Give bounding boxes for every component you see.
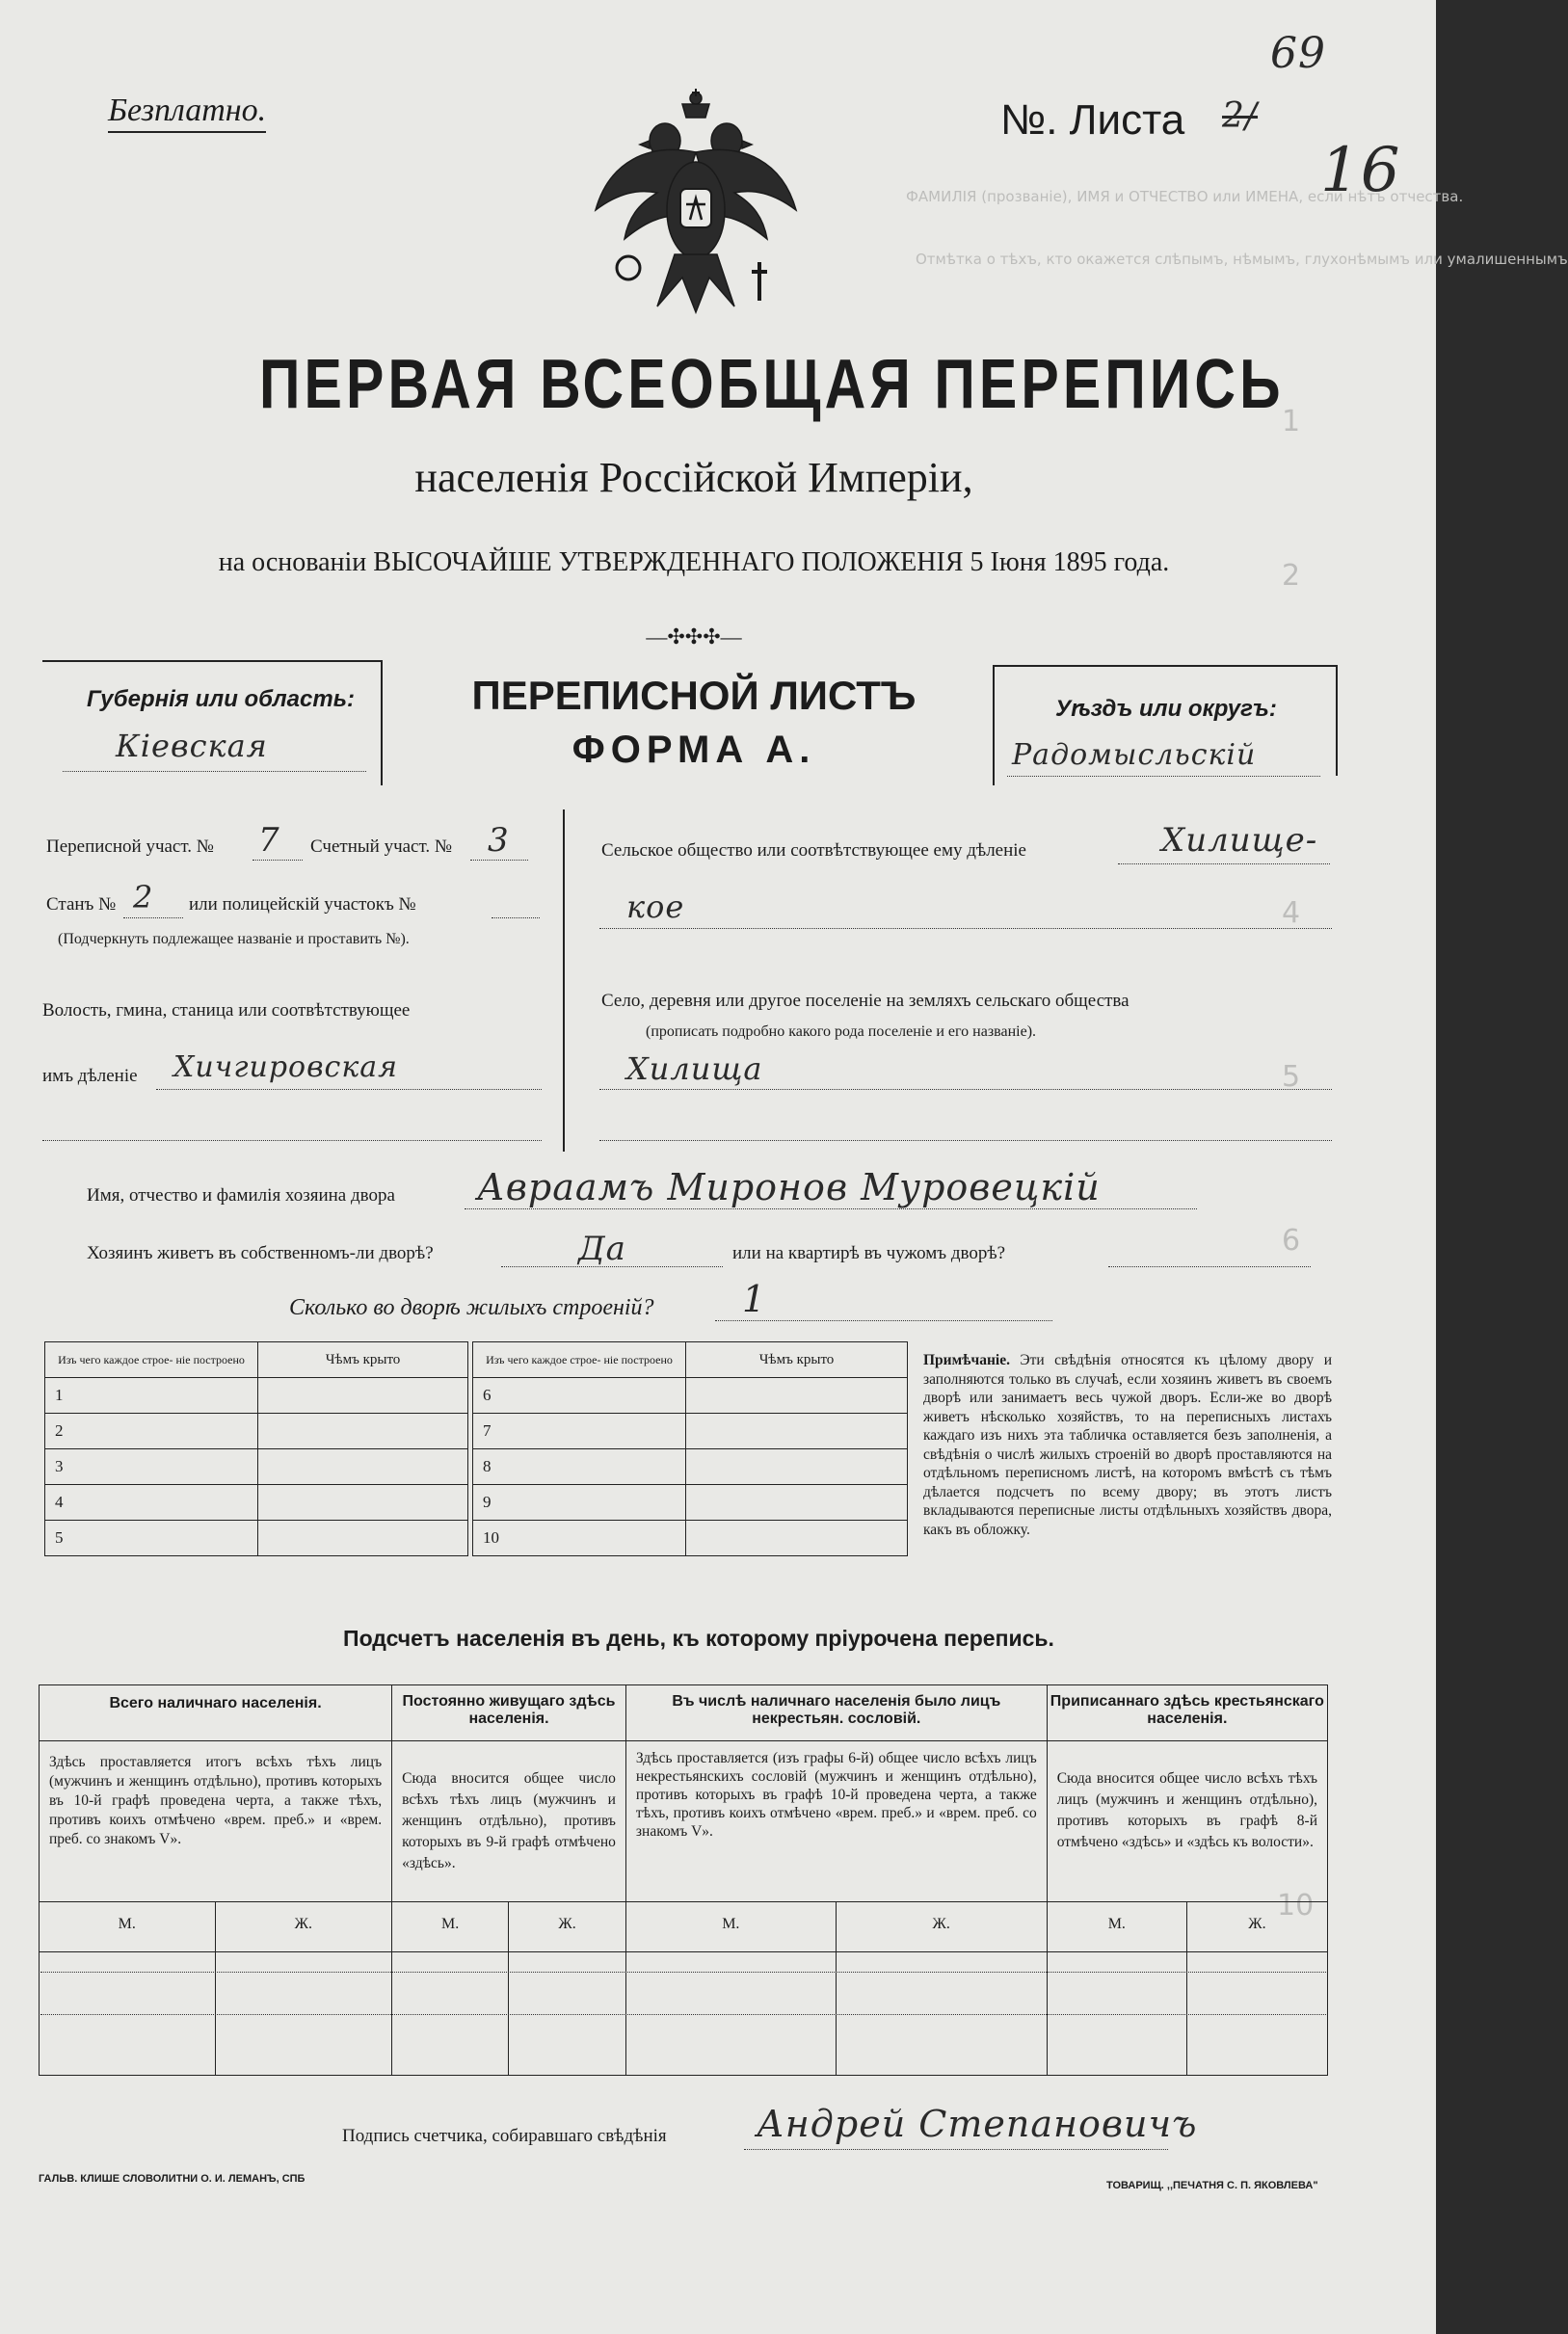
buildings-value: 1 <box>742 1278 767 1320</box>
buildings-table-left <box>44 1341 468 1556</box>
row-number: 1 <box>45 1378 258 1414</box>
pop-zh-header: Ж. <box>215 1902 392 1952</box>
bleed-through-rownum: 4 <box>1282 896 1301 930</box>
form-title: ПЕРЕПИСНОЙ ЛИСТЪ <box>471 673 917 718</box>
schetny-label: Счетный участ. № <box>310 836 452 857</box>
free-label: Безплатно. <box>108 93 266 133</box>
pop-m-header: М. <box>392 1902 509 1952</box>
buildings-table-right <box>472 1341 908 1556</box>
row-number: 10 <box>473 1521 686 1556</box>
column-header-material: Изъ чего каждое строе- ніе построено <box>45 1342 258 1378</box>
signature-label: Подпись счетчика, собиравшаго свѣдѣнія <box>342 2126 667 2146</box>
pop-zh-header: Ж. <box>509 1902 626 1952</box>
imperial-eagle-emblem <box>590 85 802 316</box>
row-number: 6 <box>473 1378 686 1414</box>
note-label: Примѣчаніе. <box>923 1352 1010 1368</box>
pop-zh-header: Ж. <box>836 1902 1047 1952</box>
population-heading: Подсчетъ населенія въ день, къ которому пріурочена перепись. <box>343 1626 1054 1651</box>
column-header-material: Изъ чего каждое строе- ніе построено <box>473 1342 686 1378</box>
census-subtitle: населенія Россійской Имперіи, <box>414 454 973 501</box>
stan-value: 2 <box>133 879 154 915</box>
row-number: 2 <box>45 1414 258 1449</box>
bleed-through-rownum: 2 <box>1282 559 1301 593</box>
gubernia-label: Губернія или область: <box>87 686 355 712</box>
bleed-through-rownum: 6 <box>1282 1224 1301 1258</box>
police-label: или полицейскій участокъ № <box>189 894 416 915</box>
corner-handwritten-number: 69 <box>1270 29 1326 78</box>
society-value-2: кое <box>626 889 685 925</box>
footer-right-imprint: ТОВАРИЩ. ,,ПЕЧАТНЯ С. П. ЯКОВЛЕВА" <box>1106 2180 1318 2191</box>
pop-desc-permanent: Сюда вносится общее число всѣхъ тѣхъ лицъ (мужчинъ и женщинъ отдѣльно), противъ которыхъ въ 9-й графѣ отмѣчено «здѣсь». <box>392 1741 626 1902</box>
bleed-through-rownum: 5 <box>1282 1060 1301 1094</box>
gubernia-value: Кіевская <box>116 728 268 764</box>
pop-zh-header: Ж. <box>1186 1902 1327 1952</box>
schetny-value: 3 <box>488 821 510 860</box>
bleed-through-text: ФАМИЛІЯ (прозваніе), ИМЯ и ОТЧЕСТВО или ИМЕНА, если нѣтъ отчества. <box>906 188 1464 205</box>
sheet-number-handwritten: 16 <box>1320 135 1401 206</box>
volost-label-2: имъ дѣленіе <box>42 1066 138 1086</box>
row-number: 3 <box>45 1449 258 1485</box>
column-header-roof: Чѣмъ крыто <box>686 1342 908 1378</box>
pop-desc-registered: Сюда вносится общее число всѣхъ тѣхъ лицъ (мужчинъ и женщинъ отдѣльно), противъ которыхъ въ графѣ 8-й отмѣчено «здѣсь» и «здѣсь къ волости». <box>1047 1741 1327 1902</box>
pop-col-total: Всего наличнаго населенія. <box>40 1685 392 1741</box>
owner-label: Имя, отчество и фамилія хозяина двора <box>87 1185 395 1206</box>
column-header-roof: Чѣмъ крыто <box>258 1342 468 1378</box>
stan-label: Станъ № <box>46 894 117 915</box>
underline-note: (Подчеркнуть подлежащее названіе и проставить №). <box>58 931 410 947</box>
volost-label: Волость, гмина, станица или соотвѣтствующее <box>42 1000 411 1021</box>
pop-m-header: М. <box>625 1902 836 1952</box>
signature-value: Андрей Степановичъ <box>757 2103 1198 2145</box>
bleed-through-rownum: 1 <box>1282 405 1301 438</box>
population-table <box>39 1684 1328 2076</box>
row-number: 5 <box>45 1521 258 1556</box>
village-value: Хилища <box>626 1050 763 1087</box>
note-block <box>923 1351 1332 1539</box>
sheet-number-label: №. Листа <box>1000 96 1185 144</box>
note-text: Эти свѣдѣнія относятся къ цѣлому двору и заполняются только въ случаѣ, если хозяинъ живетъ въ своемъ дворѣ или занимаетъ весь чужой дворъ. Если-же во дворѣ живетъ нѣсколько хозяйствъ, то на переписныхъ листахъ каждаго изъ нихъ эта табличка оставляется безъ заполненія, а свѣдѣнія о числѣ жилыхъ строеній во дворѣ проставляются на отдѣльномъ переписномъ листѣ, на которомъ вмѣстѣ съ тѣмъ дѣлается подсчетъ по всему двору; въ этотъ листъ вкладываются переписные листы отдѣльныхъ хозяйствъ двора, какъ въ обложку. <box>923 1352 1333 1538</box>
ornament-divider: —✣✣✣— <box>646 624 742 649</box>
uchastok-value: 7 <box>258 821 280 860</box>
village-note: (прописать подробно какого рода поселеніе и его названіе). <box>646 1023 1037 1040</box>
pop-m-header: М. <box>1047 1902 1186 1952</box>
uezd-value: Радомысльскій <box>1012 738 1257 772</box>
pop-desc-nonpeasant: Здѣсь проставляется (изъ графы 6-й) общее число всѣхъ лицъ некрестьянскихъ сословій (мужчинъ и женщинъ отдѣльно), противъ которыхъ въ графѣ 10-й проведена черта, а также тѣхъ, противъ коихъ отмѣчено «врем. преб.» и «врем. преб. со знакомъ V». <box>625 1741 1047 1902</box>
form-subtitle: ФОРМА А. <box>571 729 816 771</box>
owner-value: Авраамъ Миронов Муровецкій <box>477 1166 1101 1208</box>
bleed-through-rownum: 10 <box>1277 1889 1315 1923</box>
row-number: 4 <box>45 1485 258 1521</box>
row-number: 7 <box>473 1414 686 1449</box>
pop-col-permanent: Постоянно живущаго здѣсь населенія. <box>392 1685 626 1741</box>
buildings-label: Сколько во дворѣ жилыхъ строеній? <box>289 1295 654 1320</box>
census-basis: на основаніи ВЫСОЧАЙШЕ УТВЕРЖДЕННАГО ПОЛОЖЕНІЯ 5 Іюня 1895 года. <box>218 547 1170 577</box>
sheet-number-crossed: 2/ <box>1222 96 1259 136</box>
lives-value: Да <box>578 1230 626 1268</box>
society-value: Хилище- <box>1161 821 1318 860</box>
society-label: Сельское общество или соотвѣтствующее ему дѣленіе <box>601 840 1026 861</box>
uezd-label: Уѣздъ или округъ: <box>1055 696 1277 722</box>
pop-m-header: М. <box>40 1902 216 1952</box>
lives-label: Хозяинъ живетъ въ собственномъ-ли дворѣ? <box>87 1243 434 1263</box>
census-title: ПЕРВАЯ ВСЕОБЩАЯ ПЕРЕПИСЬ <box>259 346 1285 423</box>
pop-col-registered: Приписаннаго здѣсь крестьянскаго населенія. <box>1047 1685 1327 1741</box>
village-label: Село, деревня или другое поселеніе на земляхъ сельскаго общества <box>601 991 1129 1011</box>
footer-left-imprint: ГАЛЬВ. КЛИШЕ СЛОВОЛИТНИ О. И. ЛЕМАНЪ, СПБ <box>39 2173 306 2185</box>
pop-desc-total: Здѣсь проставляется итогъ всѣхъ тѣхъ лицъ (мужчинъ и женщинъ отдѣльно), противъ которыхъ въ 10-й графѣ проведена черта, а также тѣхъ, противъ коихъ отмѣчено «врем. преб.» и «врем. преб. со знакомъ V». <box>40 1741 392 1902</box>
pop-col-nonpeasant: Въ числѣ наличнаго населенія было лицъ некрестьян. сословій. <box>625 1685 1047 1741</box>
row-number: 8 <box>473 1449 686 1485</box>
row-number: 9 <box>473 1485 686 1521</box>
rent-label: или на квартирѣ въ чужомъ дворѣ? <box>732 1243 1006 1263</box>
volost-value: Хичгировская <box>173 1050 399 1084</box>
uchastok-label: Переписной участ. № <box>46 836 214 857</box>
bleed-through-text: Отмѣтка о тѣхъ, кто окажется слѣпымъ, нѣмымъ, глухонѣмымъ или умалишеннымъ <box>916 251 1568 268</box>
